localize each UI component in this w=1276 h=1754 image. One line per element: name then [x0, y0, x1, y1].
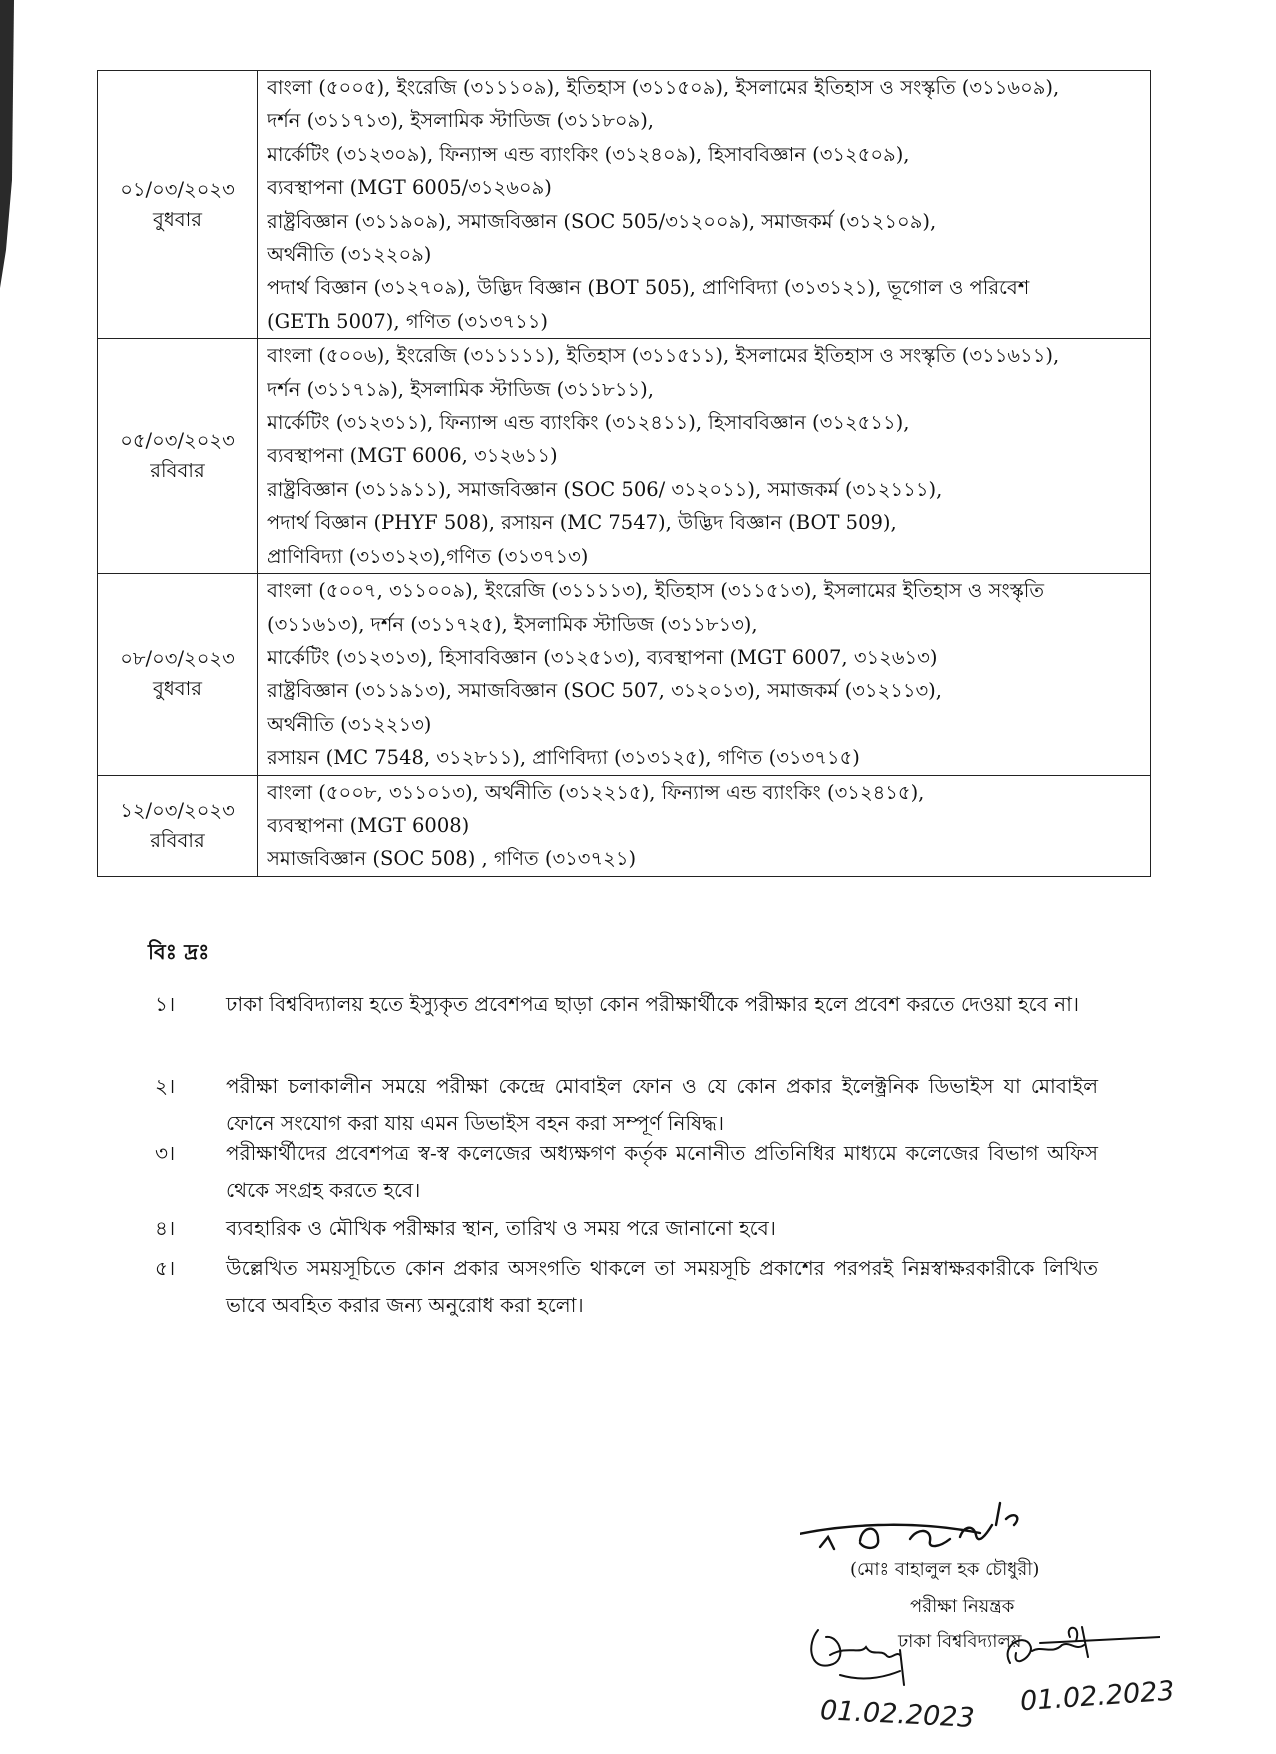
- date-cell: [98, 339, 258, 574]
- notes-heading: বিঃ দ্রঃ: [148, 939, 210, 964]
- subject-line: রাষ্ট্রবিজ্ঞান (৩১১৯০৯), সমাজবিজ্ঞান (SOC 505/৩১২০০৯), সমাজকর্ম (৩১২১০৯),: [267, 209, 937, 233]
- date-cell: [98, 775, 258, 876]
- subjects-cell: [258, 339, 1151, 574]
- note-number: ১।: [155, 992, 176, 1016]
- signatory-organization: ঢাকা বিশ্ববিদ্যালয়: [898, 1631, 1022, 1652]
- note-text: ঢাকা বিশ্ববিদ্যালয় হতে ইস্যুকৃত প্রবেশপত্র ছাড়া কোন পরীক্ষার্থীকে পরীক্ষার হলে প্রবেশ করতে দেওয়া হবে না।: [226, 992, 1080, 1016]
- note-number: ৩।: [155, 1141, 176, 1165]
- subject-line: বাংলা (৫০০৬), ইংরেজি (৩১১১১১), ইতিহাস (৩১১৫১১), ইসলামের ইতিহাস ও সংস্কৃতি (৩১১৬১১),: [267, 344, 1060, 368]
- subject-line: (৩১১৬১৩), দর্শন (৩১১৭২৫), ইসলামিক স্টাডিজ (৩১১৮১৩),: [267, 612, 758, 636]
- subject-line: মার্কেটিং (৩১২৩০৯), ফিন্যান্স এন্ড ব্যাংকিং (৩১২৪০৯), হিসাববিজ্ঞান (৩১২৫০৯),: [267, 142, 910, 166]
- subject-line: বাংলা (৫০০৫), ইংরেজি (৩১১১০৯), ইতিহাস (৩১১৫০৯), ইসলামের ইতিহাস ও সংস্কৃতি (৩১১৬০৯),: [267, 76, 1060, 99]
- handwritten-date-left: 01.02.2023: [819, 1694, 976, 1735]
- subject-line: মার্কেটিং (৩১২৩১১), ফিন্যান্স এন্ড ব্যাংকিং (৩১২৪১১), হিসাববিজ্ঞান (৩১২৫১১),: [267, 411, 910, 435]
- subject-line: রাষ্ট্রবিজ্ঞান (৩১১৯১৩), সমাজবিজ্ঞান (SOC 507, ৩১২০১৩), সমাজকর্ম (৩১২১১৩),: [267, 679, 942, 703]
- subject-line: দর্শন (৩১১৭১৯), ইসলামিক স্টাডিজ (৩১১৮১১),: [267, 377, 654, 401]
- subjects-cell: [258, 574, 1151, 775]
- subject-line: প্রাণিবিদ্যা (৩১৩১২৩),গণিত (৩১৩৭১৩): [267, 544, 589, 568]
- note-item-4: [148, 1210, 1098, 1247]
- exam-date: ০৫/০৩/২০২৩: [120, 429, 235, 453]
- subject-line: ব্যবস্থাপনা (MGT 6005/৩১২৬০৯): [267, 176, 552, 200]
- signatory-name: (মোঃ বাহালুল হক চৌধুরী): [850, 1559, 1040, 1580]
- note-text: পরীক্ষার্থীদের প্রবেশপত্র স্ব-স্ব কলেজের অধ্যক্ষগণ কর্তৃক মনোনীত প্রতিনিধির মাধ্যমে কলেজের বিভাগ অফিস থেকে সংগ্রহ করতে হবে।: [226, 1141, 1098, 1202]
- exam-weekday: বুধবার: [152, 677, 203, 701]
- controller-signature: [800, 1503, 1017, 1549]
- note-text: পরীক্ষা চলাকালীন সময়ে পরীক্ষা কেন্দ্রে মোবাইল ফোন ও যে কোন প্রকার ইলেক্ট্রনিক ডিভাইস যা মোবাইল ফোনে সংযোগ করা যায় এমন ডিভাইস বহন করা সম্পূর্ণ নিষিদ্ধ।: [226, 1074, 1098, 1135]
- subject-line: (GETh 5007), গণিত (৩১৩৭১১): [267, 309, 549, 333]
- subject-line: পদার্থ বিজ্ঞান (PHYF 508), রসায়ন (MC 7547), উদ্ভিদ বিজ্ঞান (BOT 509),: [267, 511, 897, 535]
- schedule-row: [98, 574, 1151, 775]
- subject-line: বাংলা (৫০০৮, ৩১১০১৩), অর্থনীতি (৩১২২১৫), ফিন্যান্স এন্ড ব্যাংকিং (৩১২৪১৫),: [267, 780, 925, 804]
- subject-line: ব্যবস্থাপনা (MGT 6006, ৩১২৬১১): [267, 444, 558, 468]
- subjects-cell: [258, 775, 1151, 876]
- exam-weekday: রবিবার: [150, 459, 205, 483]
- subject-line: মার্কেটিং (৩১২৩১৩), হিসাববিজ্ঞান (৩১২৫১৩), ব্যবস্থাপনা (MGT 6007, ৩১২৬১৩): [267, 645, 938, 669]
- signature-block: [800, 1495, 1176, 1745]
- subject-line: রসায়ন (MC 7548, ৩১২৮১১), প্রাণিবিদ্যা (৩১৩১২৫), গণিত (৩১৩৭১৫): [267, 746, 860, 770]
- note-text: উল্লেখিত সময়সূচিতে কোন প্রকার অসংগতি থাকলে তা সময়সূচি প্রকাশের পরপরই নিম্নস্বাক্ষরকারীকে লিখিত ভাবে অবহিত করার জন্য অনুরোধ করা হলো।: [226, 1256, 1098, 1317]
- subject-line: সমাজবিজ্ঞান (SOC 508) , গণিত (৩১৩৭২১): [267, 847, 637, 871]
- schedule-row: [98, 71, 1151, 339]
- note-number: ৪।: [155, 1216, 176, 1240]
- scan-edge-mark: [0, 0, 14, 290]
- countersignature-left: [811, 1630, 904, 1685]
- subject-line: বাংলা (৫০০৭, ৩১১০০৯), ইংরেজি (৩১১১১৩), ইতিহাস (৩১১৫১৩), ইসলামের ইতিহাস ও সংস্কৃতি: [267, 579, 1045, 603]
- subject-line: রাষ্ট্রবিজ্ঞান (৩১১৯১১), সমাজবিজ্ঞান (SOC 506/ ৩১২০১১), সমাজকর্ম (৩১২১১১),: [267, 477, 943, 501]
- subject-line: অর্থনীতি (৩১২২১৩): [267, 712, 432, 736]
- note-item-3: [148, 1135, 1098, 1209]
- note-item-5: [148, 1250, 1098, 1324]
- date-cell: [98, 574, 258, 775]
- exam-date: ০৮/০৩/২০২৩: [120, 647, 235, 671]
- note-number: ৫।: [155, 1256, 176, 1280]
- signatory-title: পরীক্ষা নিয়ন্ত্রক: [910, 1596, 1015, 1617]
- subjects-cell: [258, 71, 1151, 339]
- subject-line: অর্থনীতি (৩১২২০৯): [267, 243, 432, 267]
- exam-date: ০১/০৩/২০২৩: [120, 177, 235, 201]
- note-item-1: [148, 986, 1098, 1023]
- note-item-2: [148, 1068, 1098, 1142]
- note-number: ২।: [155, 1074, 176, 1098]
- schedule-row: [98, 775, 1151, 876]
- exam-weekday: রবিবার: [150, 828, 205, 852]
- handwritten-date-right: 01.02.2023: [1019, 1675, 1176, 1718]
- countersignature-right: [1008, 1627, 1160, 1663]
- note-text: ব্যবহারিক ও মৌখিক পরীক্ষার স্থান, তারিখ ও সময় পরে জানানো হবে।: [226, 1216, 776, 1240]
- schedule-row: [98, 339, 1151, 574]
- exam-date: ১২/০৩/২০২৩: [120, 798, 235, 822]
- date-cell: [98, 71, 258, 339]
- subject-line: ব্যবস্থাপনা (MGT 6008): [267, 813, 470, 837]
- subject-line: দর্শন (৩১১৭১৩), ইসলামিক স্টাডিজ (৩১১৮০৯),: [267, 109, 655, 133]
- subject-line: পদার্থ বিজ্ঞান (৩১২৭০৯), উদ্ভিদ বিজ্ঞান (BOT 505), প্রাণিবিদ্যা (৩১৩১২১), ভূগোল ও পরিবেশ: [267, 276, 1030, 300]
- exam-schedule-table: [97, 70, 1151, 877]
- exam-weekday: বুধবার: [152, 207, 203, 231]
